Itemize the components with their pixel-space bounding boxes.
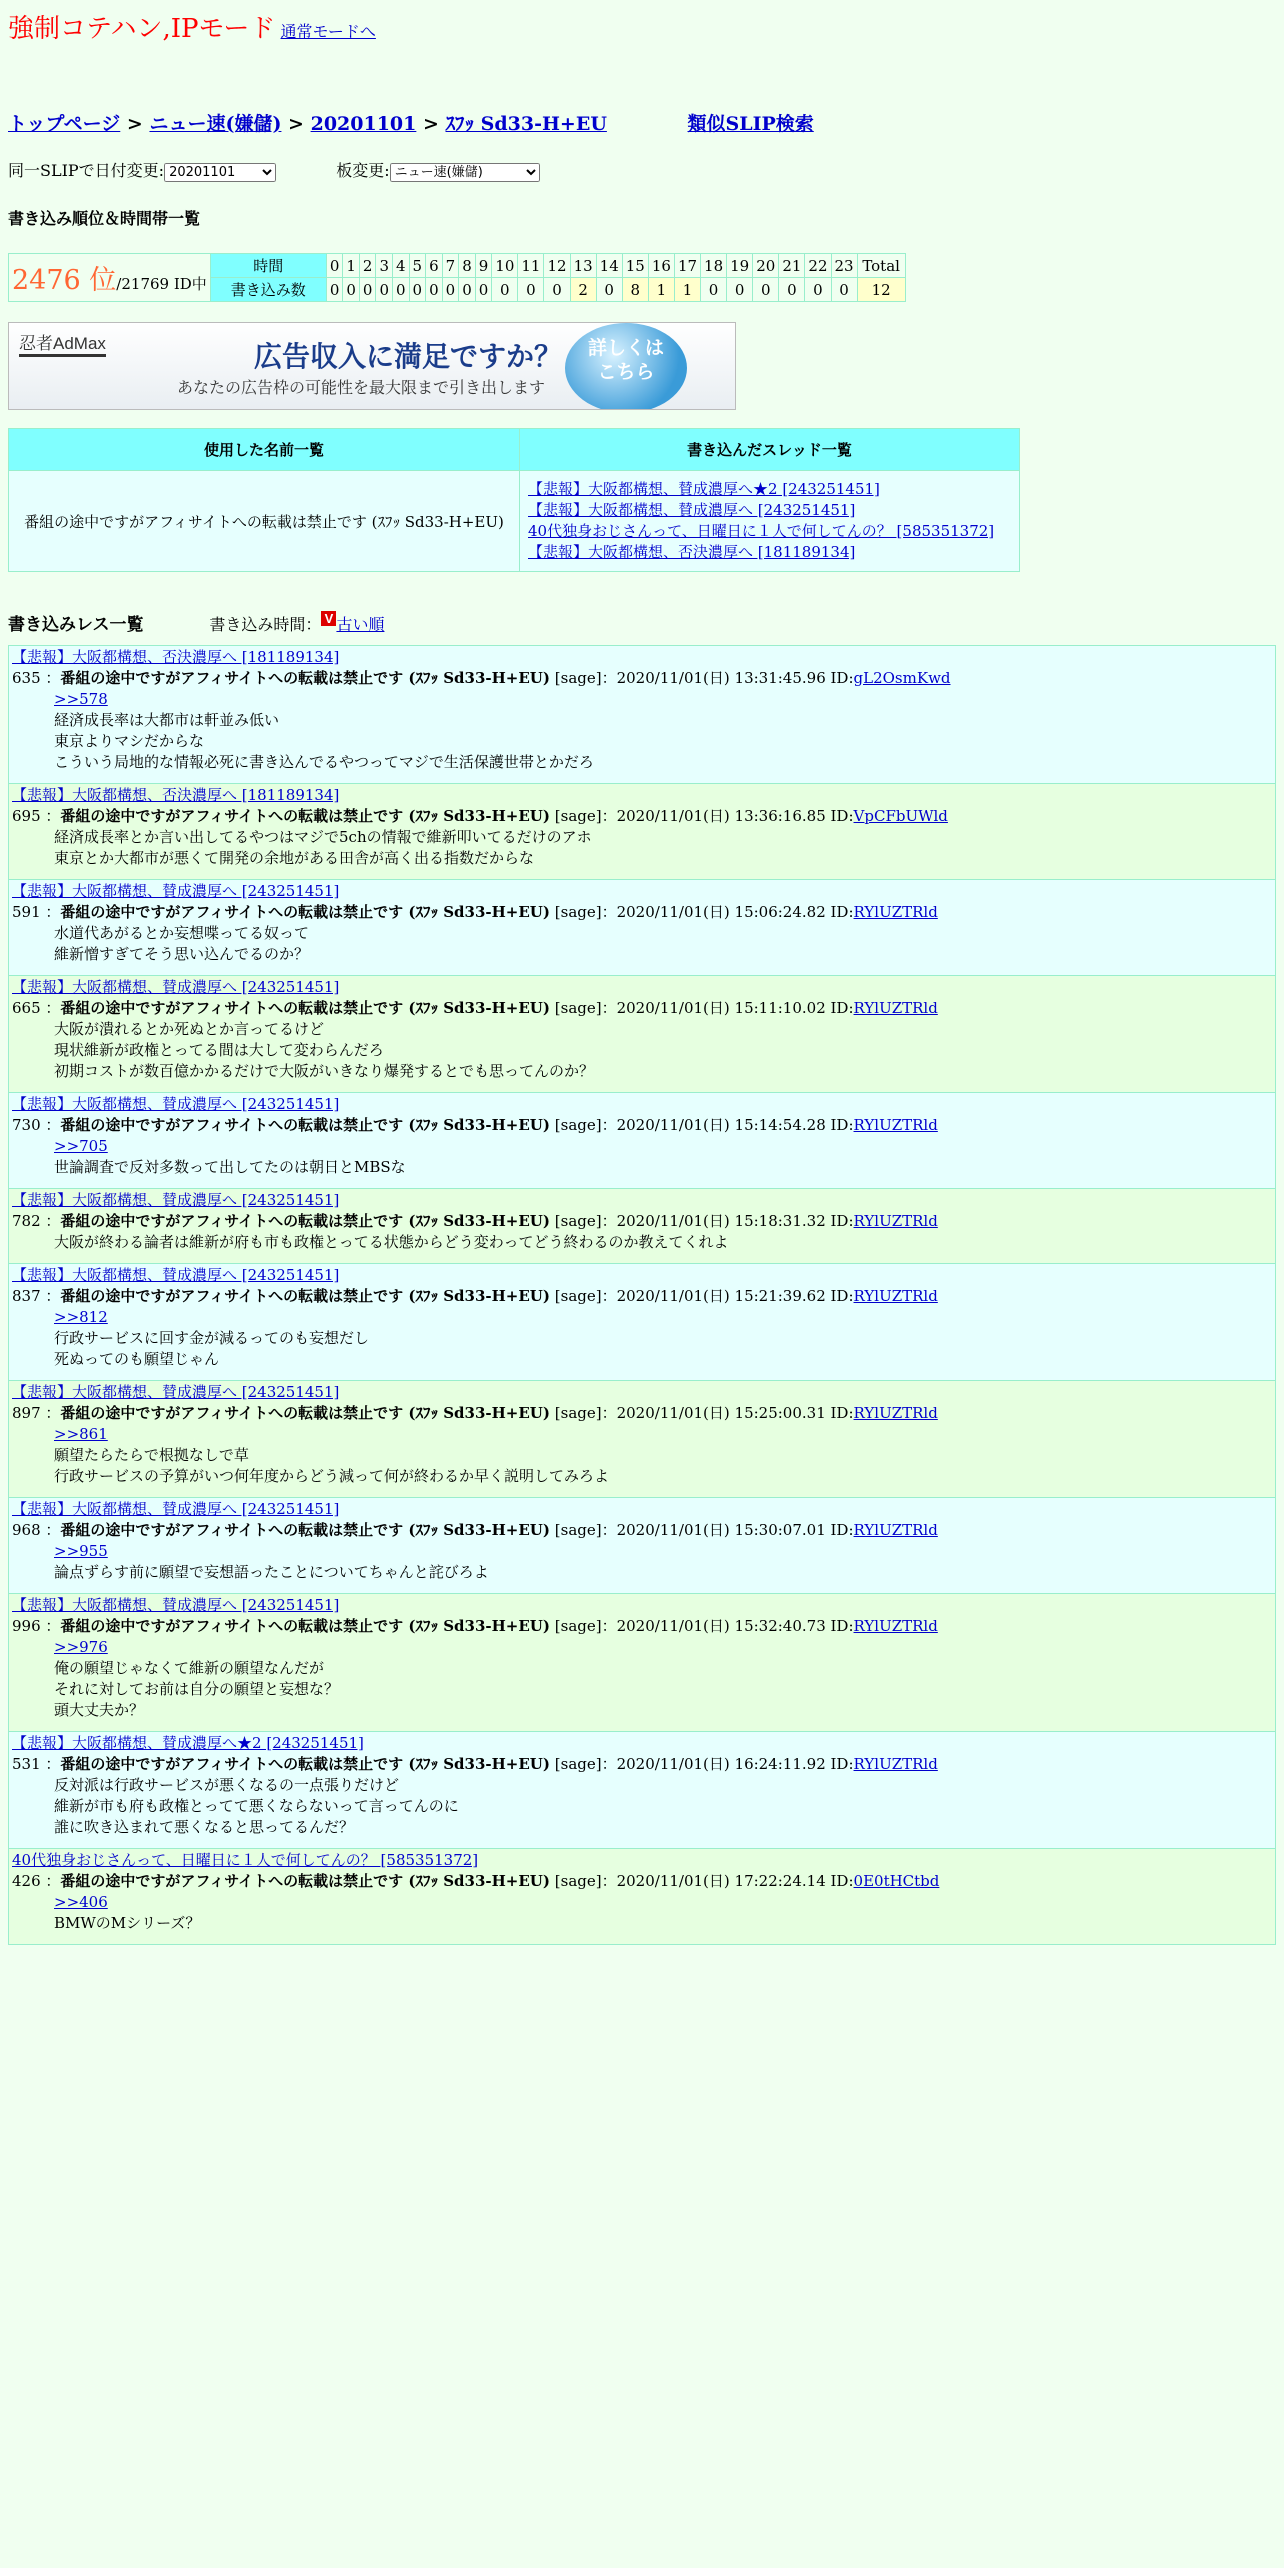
oldest-first-link[interactable]: 古い順 <box>336 615 385 634</box>
post-item <box>8 1497 1276 1594</box>
post-line: 維新憎すぎてそう思い込んでるのか？ <box>54 945 310 963</box>
post-author: 番組の途中ですがアフィサイトへの転載は禁止です (ｽﾌｯ Sd33-H+EU) <box>60 1404 550 1422</box>
post-header: 897 ：番組の途中ですがアフィサイトへの転載は禁止です (ｽﾌｯ Sd33-H+EU) [sage]：2020/11/01(日) 15:25:00.31 ID:RYlUZTRld <box>12 1404 938 1422</box>
hour-cell: 14 <box>596 254 622 278</box>
post-line: 行政サービスに回す金が減るってのも妄想だし <box>54 1329 370 1347</box>
post-line: 東京よりマシだからな <box>54 732 205 750</box>
thread-link[interactable]: 40代独身おじさんって、日曜日に１人で何してんの？ [585351372] <box>528 522 995 540</box>
post-body <box>12 1541 1272 1583</box>
ad-banner[interactable] <box>8 322 736 410</box>
hour-cell: 1 <box>343 254 360 278</box>
total-value: 12 <box>857 278 905 302</box>
thread-link[interactable]: 【悲報】大阪都構想、賛成濃厚へ★2 [243251451] <box>528 480 880 498</box>
time-row-label: 時間 <box>210 254 326 278</box>
post-body <box>12 1232 1272 1253</box>
hour-cell: 9 <box>475 254 492 278</box>
post-author: 番組の途中ですがアフィサイトへの転載は禁止です (ｽﾌｯ Sd33-H+EU) <box>60 807 550 825</box>
count-cell: 0 <box>779 278 805 302</box>
hour-cell: 4 <box>393 254 410 278</box>
threads-list <box>520 471 1020 572</box>
post-item <box>8 1731 1276 1849</box>
post-header: 782 ：番組の途中ですがアフィサイトへの転載は禁止です (ｽﾌｯ Sd33-H+EU) [sage]：2020/11/01(日) 15:18:31.32 ID:RYlUZTRld <box>12 1212 938 1230</box>
post-item <box>8 1188 1276 1264</box>
hour-cell: 11 <box>518 254 544 278</box>
post-number: 897 <box>12 1404 41 1422</box>
post-meta: [sage]：2020/11/01(日) 13:31:45.96 ID: <box>550 669 854 687</box>
post-author: 番組の途中ですがアフィサイトへの転載は禁止です (ｽﾌｯ Sd33-H+EU) <box>60 1116 550 1134</box>
post-line: 初期コストが数百億かかるだけで大阪がいきなり爆発するとでも思ってんのか？ <box>54 1062 595 1080</box>
post-number: 695 <box>12 807 41 825</box>
post-number: 591 <box>12 903 41 921</box>
breadcrumb: トップページ > ニュー速(嫌儲) > 20201101 > ｽﾌｯ Sd33-H+EU 類似SLIP検索 <box>8 113 814 135</box>
count-cell: 0 <box>727 278 753 302</box>
post-number: 996 <box>12 1617 41 1635</box>
count-cell: 0 <box>409 278 426 302</box>
count-cell: 0 <box>459 278 476 302</box>
selector-row <box>8 158 1276 182</box>
post-header: 635 ：番組の途中ですがアフィサイトへの転載は禁止です (ｽﾌｯ Sd33-H+EU) [sage]：2020/11/01(日) 13:31:45.96 ID:gL2OsmKwd <box>12 669 951 687</box>
post-id-link[interactable]: 0E0tHCtbd <box>853 1872 940 1890</box>
count-cell: 0 <box>831 278 857 302</box>
post-header: 837 ：番組の途中ですがアフィサイトへの転載は禁止です (ｽﾌｯ Sd33-H+EU) [sage]：2020/11/01(日) 15:21:39.62 ID:RYlUZTRld <box>12 1287 938 1305</box>
post-author: 番組の途中ですがアフィサイトへの転載は禁止です (ｽﾌｯ Sd33-H+EU) <box>60 1287 550 1305</box>
post-id-link[interactable]: RYlUZTRld <box>853 1404 938 1422</box>
count-cell: 1 <box>674 278 700 302</box>
threads-col-header: 書き込んだスレッド一覧 <box>520 429 1020 471</box>
count-cell: 2 <box>570 278 596 302</box>
ad-logo: 忍者AdMax <box>19 329 106 357</box>
post-meta: [sage]：2020/11/01(日) 15:32:40.73 ID: <box>550 1617 854 1635</box>
board-select[interactable] <box>390 163 540 182</box>
hour-cell: 5 <box>409 254 426 278</box>
post-thread-link[interactable]: 【悲報】大阪都構想、賛成濃厚へ [243251451] <box>12 1191 340 1209</box>
ad-subtext: あなたの広告枠の可能性を最大限まで引き出します <box>177 380 546 397</box>
post-meta: [sage]：2020/11/01(日) 15:06:24.82 ID: <box>550 903 854 921</box>
hour-cell: 23 <box>831 254 857 278</box>
post-id-link[interactable]: RYlUZTRld <box>853 903 938 921</box>
hour-cell: 20 <box>753 254 779 278</box>
hour-cell: 12 <box>544 254 570 278</box>
thread-link[interactable]: 【悲報】大阪都構想、賛成濃厚へ [243251451] <box>528 501 856 519</box>
breadcrumb-date[interactable]: 20201101 <box>310 113 417 135</box>
ranking-table <box>8 253 906 302</box>
post-number: 837 <box>12 1287 41 1305</box>
count-cell: 0 <box>805 278 831 302</box>
hour-cell: 16 <box>648 254 674 278</box>
count-cell: 0 <box>475 278 492 302</box>
hour-cell: 13 <box>570 254 596 278</box>
reply-anchor-link[interactable]: >>861 <box>54 1425 108 1443</box>
hour-cell: 0 <box>326 254 343 278</box>
post-line: 死ぬってのも願望じゃん <box>54 1350 220 1368</box>
ad-headline: 広告収入に満足ですか？ <box>254 341 563 372</box>
post-header: 531 ：番組の途中ですがアフィサイトへの転載は禁止です (ｽﾌｯ Sd33-H+EU) [sage]：2020/11/01(日) 16:24:11.92 ID:RYlUZTRld <box>12 1755 938 1773</box>
post-item <box>8 1593 1276 1732</box>
post-id-link[interactable]: RYlUZTRld <box>853 1116 938 1134</box>
reply-anchor-link[interactable]: >>705 <box>54 1137 108 1155</box>
post-thread-link[interactable]: 【悲報】大阪都構想、賛成濃厚へ★2 [243251451] <box>12 1734 364 1752</box>
post-thread-link[interactable]: 【悲報】大阪都構想、賛成濃厚へ [243251451] <box>12 1266 340 1284</box>
count-cell: 0 <box>326 278 343 302</box>
post-id-link[interactable]: RYlUZTRld <box>853 1617 938 1635</box>
date-select[interactable] <box>164 163 276 182</box>
hour-cell: 18 <box>701 254 727 278</box>
similar-slip-search-link[interactable]: 類似SLIP検索 <box>687 113 814 135</box>
post-number: 531 <box>12 1755 41 1773</box>
count-cell: 8 <box>622 278 648 302</box>
post-list <box>8 645 1276 1945</box>
post-number: 426 <box>12 1872 41 1890</box>
post-number: 635 <box>12 669 41 687</box>
used-name: 番組の途中ですがアフィサイトへの転載は禁止です (ｽﾌｯ Sd33-H+EU) <box>9 471 520 572</box>
count-cell: 0 <box>359 278 376 302</box>
post-number: 968 <box>12 1521 41 1539</box>
post-meta: [sage]：2020/11/01(日) 15:25:00.31 ID: <box>550 1404 854 1422</box>
hour-cell: 7 <box>442 254 459 278</box>
post-number: 730 <box>12 1116 41 1134</box>
count-cell: 0 <box>442 278 459 302</box>
post-line: 願望たらたらで根拠なしで草 <box>54 1446 249 1464</box>
post-id-link[interactable]: RYlUZTRld <box>853 1755 938 1773</box>
order-control <box>209 611 385 634</box>
post-body <box>12 1019 1272 1082</box>
hour-cell: 17 <box>674 254 700 278</box>
count-cell: 0 <box>544 278 570 302</box>
post-author: 番組の途中ですがアフィサイトへの転載は禁止です (ｽﾌｯ Sd33-H+EU) <box>60 999 550 1017</box>
post-thread-link[interactable]: 【悲報】大阪都構想、賛成濃厚へ [243251451] <box>12 1095 340 1113</box>
thread-link[interactable]: 【悲報】大阪都構想、否決濃厚へ [181189134] <box>528 543 856 561</box>
hour-cell: 6 <box>426 254 443 278</box>
count-row-label: 書き込み数 <box>210 278 326 302</box>
post-list-header <box>8 610 1276 635</box>
page-title: 強制コテハン,IPモード <box>8 14 276 44</box>
count-cell: 0 <box>518 278 544 302</box>
post-meta: [sage]：2020/11/01(日) 15:21:39.62 ID: <box>550 1287 854 1305</box>
post-author: 番組の途中ですがアフィサイトへの転載は禁止です (ｽﾌｯ Sd33-H+EU) <box>60 1212 550 1230</box>
post-meta: [sage]：2020/11/01(日) 17:22:24.14 ID: <box>550 1872 854 1890</box>
post-line: BMWのMシリーズ？ <box>54 1914 201 1932</box>
post-item <box>8 1848 1276 1945</box>
post-body <box>12 689 1272 773</box>
post-list-title: 書き込みレス一覧 <box>8 615 144 635</box>
post-header: 665 ：番組の途中ですがアフィサイトへの転載は禁止です (ｽﾌｯ Sd33-H+EU) [sage]：2020/11/01(日) 15:11:10.02 ID:RYlUZTRld <box>12 999 938 1017</box>
post-item <box>8 1380 1276 1498</box>
post-id-link[interactable]: RYlUZTRld <box>853 1521 938 1539</box>
post-header: 426 ：番組の途中ですがアフィサイトへの転載は禁止です (ｽﾌｯ Sd33-H+EU) [sage]：2020/11/01(日) 17:22:24.14 ID:0E0tHCtbd <box>12 1872 940 1890</box>
post-thread-link[interactable]: 【悲報】大阪都構想、賛成濃厚へ [243251451] <box>12 1596 340 1614</box>
post-thread-link[interactable]: 【悲報】大阪都構想、否決濃厚へ [181189134] <box>12 648 340 666</box>
rank-value: 2476 位 <box>12 265 117 296</box>
post-item <box>8 975 1276 1093</box>
page-header <box>8 8 1276 45</box>
post-line: 現状維新が政権とってる間は大して変わらんだろ <box>54 1041 384 1059</box>
normal-mode-link[interactable]: 通常モードへ <box>280 22 376 41</box>
post-number: 782 <box>12 1212 41 1230</box>
post-thread-link[interactable]: 【悲報】大阪都構想、否決濃厚へ [181189134] <box>12 786 340 804</box>
reply-anchor-link[interactable]: >>955 <box>54 1542 108 1560</box>
post-author: 番組の途中ですがアフィサイトへの転載は禁止です (ｽﾌｯ Sd33-H+EU) <box>60 1617 550 1635</box>
post-item <box>8 879 1276 976</box>
post-id-link[interactable]: gL2OsmKwd <box>853 669 951 687</box>
post-line: 世論調査で反対多数って出してたのは朝日とMBSな <box>54 1158 406 1176</box>
post-body <box>12 1307 1272 1370</box>
post-thread-link[interactable]: 【悲報】大阪都構想、賛成濃厚へ [243251451] <box>12 1500 340 1518</box>
post-line: 誰に吹き込まれて悪くなると思ってるんだ？ <box>54 1818 355 1836</box>
post-meta: [sage]：2020/11/01(日) 15:11:10.02 ID: <box>550 999 854 1017</box>
post-thread-link[interactable]: 【悲報】大阪都構想、賛成濃厚へ [243251451] <box>12 1383 340 1401</box>
post-header: 968 ：番組の途中ですがアフィサイトへの転載は禁止です (ｽﾌｯ Sd33-H+EU) [sage]：2020/11/01(日) 15:30:07.01 ID:RYlUZTRld <box>12 1521 938 1539</box>
post-author: 番組の途中ですがアフィサイトへの転載は禁止です (ｽﾌｯ Sd33-H+EU) <box>60 903 550 921</box>
post-meta: [sage]：2020/11/01(日) 15:18:31.32 ID: <box>550 1212 854 1230</box>
post-line: 維新が市も府も政権とってて悪くならないって言ってんのに <box>54 1797 459 1815</box>
rank-cell <box>9 254 211 302</box>
post-line: 大阪が潰れるとか死ぬとか言ってるけど <box>54 1020 325 1038</box>
rank-total: /21769 ID中 <box>116 275 207 293</box>
post-header: 996 ：番組の途中ですがアフィサイトへの転載は禁止です (ｽﾌｯ Sd33-H+EU) [sage]：2020/11/01(日) 15:32:40.73 ID:RYlUZTRld <box>12 1617 938 1635</box>
count-cell: 0 <box>426 278 443 302</box>
post-id-link[interactable]: RYlUZTRld <box>853 999 938 1017</box>
post-item <box>8 645 1276 784</box>
post-author: 番組の途中ですがアフィサイトへの転載は禁止です (ｽﾌｯ Sd33-H+EU) <box>60 669 550 687</box>
post-body <box>12 923 1272 965</box>
post-meta: [sage]：2020/11/01(日) 16:24:11.92 ID: <box>550 1755 854 1773</box>
sort-down-icon[interactable]: V <box>321 611 336 626</box>
post-line: それに対してお前は自分の願望と妄想な？ <box>54 1680 340 1698</box>
post-body <box>12 1136 1272 1178</box>
post-number: 665 <box>12 999 41 1017</box>
post-id-link[interactable]: RYlUZTRld <box>853 1212 938 1230</box>
post-author: 番組の途中ですがアフィサイトへの転載は禁止です (ｽﾌｯ Sd33-H+EU) <box>60 1755 550 1773</box>
post-meta: [sage]：2020/11/01(日) 15:14:54.28 ID: <box>550 1116 854 1134</box>
hour-cell: 2 <box>359 254 376 278</box>
count-cell: 0 <box>753 278 779 302</box>
reply-anchor-link[interactable]: >>976 <box>54 1638 108 1656</box>
post-line: 反対派は行政サービスが悪くなるの一点張りだけど <box>54 1776 400 1794</box>
count-cell: 0 <box>393 278 410 302</box>
post-author: 番組の途中ですがアフィサイトへの転載は禁止です (ｽﾌｯ Sd33-H+EU) <box>60 1521 550 1539</box>
post-line: 水道代あがるとか妄想喋ってる奴って <box>54 924 310 942</box>
post-line: 大阪が終わる論者は維新が府も市も政権とってる状態からどう変わってどう終わるのか教えてくれよ <box>54 1233 729 1251</box>
breadcrumb-slip[interactable]: ｽﾌｯ Sd33-H+EU <box>445 113 607 135</box>
post-body <box>12 1775 1272 1838</box>
post-line: 俺の願望じゃなくて維新の願望なんだが <box>54 1659 325 1677</box>
hour-cell: 15 <box>622 254 648 278</box>
post-thread-link[interactable]: 【悲報】大阪都構想、賛成濃厚へ [243251451] <box>12 978 340 996</box>
post-header: 695 ：番組の途中ですがアフィサイトへの転載は禁止です (ｽﾌｯ Sd33-H+EU) [sage]：2020/11/01(日) 13:36:16.85 ID:VpCFbUWld <box>12 807 948 825</box>
post-line: 論点ずらす前に願望で妄想語ったことについてちゃんと詫びろよ <box>54 1563 489 1581</box>
hour-cell: 8 <box>459 254 476 278</box>
count-cell: 0 <box>376 278 393 302</box>
post-thread-link[interactable]: 40代独身おじさんって、日曜日に１人で何してんの？ [585351372] <box>12 1851 479 1869</box>
hour-cell: 21 <box>779 254 805 278</box>
hour-cell: 3 <box>376 254 393 278</box>
reply-anchor-link[interactable]: >>406 <box>54 1893 108 1911</box>
count-cell: 1 <box>648 278 674 302</box>
order-label: 書き込み時間： <box>209 615 322 634</box>
count-cell: 0 <box>596 278 622 302</box>
breadcrumb-top[interactable]: トップページ <box>8 113 121 135</box>
hour-cell: 22 <box>805 254 831 278</box>
post-body <box>12 1637 1272 1721</box>
post-line: 行政サービスの予算がいつ何年度からどう減って何が終わるか早く説明してみろよ <box>54 1467 610 1485</box>
reply-anchor-link[interactable]: >>812 <box>54 1308 108 1326</box>
breadcrumb-board[interactable]: ニュー速(嫌儲) <box>149 113 282 135</box>
post-body <box>12 827 1272 869</box>
post-body <box>12 1424 1272 1487</box>
post-thread-link[interactable]: 【悲報】大阪都構想、賛成濃厚へ [243251451] <box>12 882 340 900</box>
post-line: 経済成長率とか言い出してるやつはマジで5chの情報で維新叩いてるだけのアホ <box>54 828 592 846</box>
names-table <box>8 428 1020 572</box>
hour-cell: 10 <box>492 254 518 278</box>
reply-anchor-link[interactable]: >>578 <box>54 690 108 708</box>
ad-details-button[interactable]: 詳しくは こちら <box>565 323 687 410</box>
post-line: 経済成長率は大都市は軒並み低い <box>54 711 280 729</box>
post-header: 591 ：番組の途中ですがアフィサイトへの転載は禁止です (ｽﾌｯ Sd33-H+EU) [sage]：2020/11/01(日) 15:06:24.82 ID:RYlUZTRld <box>12 903 938 921</box>
post-item <box>8 783 1276 880</box>
post-item <box>8 1092 1276 1189</box>
post-line: こういう局地的な情報必死に書き込んでるやつってマジで生活保護世帯とかだろ <box>54 753 594 771</box>
ranking-section-title: 書き込み順位＆時間帯一覧 <box>8 209 201 228</box>
total-header: Total <box>857 254 905 278</box>
post-body <box>12 1892 1272 1934</box>
post-line: 頭大丈夫か？ <box>54 1701 145 1719</box>
post-id-link[interactable]: VpCFbUWld <box>853 807 948 825</box>
post-item <box>8 1263 1276 1381</box>
post-author: 番組の途中ですがアフィサイトへの転載は禁止です (ｽﾌｯ Sd33-H+EU) <box>60 1872 550 1890</box>
post-header: 730 ：番組の途中ですがアフィサイトへの転載は禁止です (ｽﾌｯ Sd33-H+EU) [sage]：2020/11/01(日) 15:14:54.28 ID:RYlUZTRld <box>12 1116 938 1134</box>
count-cell: 0 <box>343 278 360 302</box>
post-meta: [sage]：2020/11/01(日) 13:36:16.85 ID: <box>550 807 854 825</box>
post-meta: [sage]：2020/11/01(日) 15:30:07.01 ID: <box>550 1521 854 1539</box>
count-cell: 0 <box>492 278 518 302</box>
names-col-header: 使用した名前一覧 <box>9 429 520 471</box>
post-line: 東京とか大都市が悪くて開発の余地がある田舎が高く出る指数だからな <box>54 849 535 867</box>
board-change-label: 板変更: <box>336 161 390 180</box>
date-change-label: 同一SLIPで日付変更: <box>8 161 165 180</box>
hour-cell: 19 <box>727 254 753 278</box>
post-id-link[interactable]: RYlUZTRld <box>853 1287 938 1305</box>
count-cell: 0 <box>701 278 727 302</box>
